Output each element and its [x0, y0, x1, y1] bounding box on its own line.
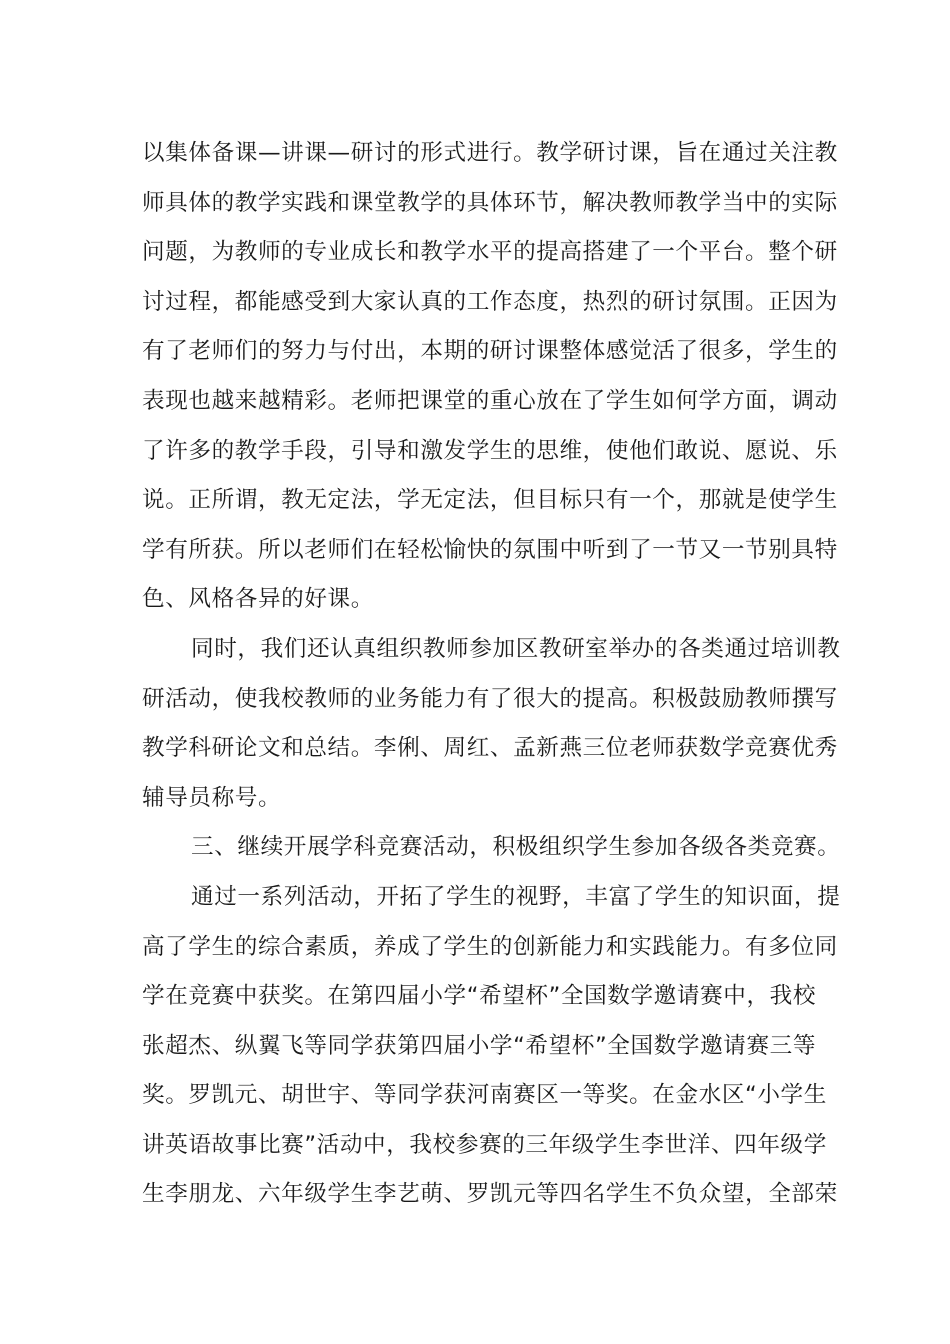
text-line: 以集体备课—讲课—研讨的形式进行。教学研讨课，旨在通过关注教 [142, 140, 838, 166]
text-line: 教学科研论文和总结。李俐、周红、孟新燕三位老师获数学竞赛优秀 [142, 735, 838, 762]
text-line: 表现也越来越精彩。老师把课堂的重心放在了学生如何学方面，调动 [142, 387, 838, 414]
text-line: 师具体的教学实践和课堂教学的具体环节，解决教师教学当中的实际 [142, 189, 838, 216]
text-line: 问题，为教师的专业成长和教学水平的提高搭建了一个平台。整个研 [142, 239, 838, 266]
text-line: 高了学生的综合素质，养成了学生的创新能力和实践能力。有多位同 [142, 933, 838, 960]
text-line: 辅导员称号。 [142, 784, 282, 811]
text-line: 讨过程，都能感受到大家认真的工作态度，热烈的研讨氛围。正因为 [142, 288, 838, 315]
section-heading: 三、继续开展学科竞赛活动，积极组织学生参加各级各类竞赛。 [191, 834, 841, 861]
text-line: 生李朋龙、六年级学生李艺萌、罗凯元等四名学生不负众望，全部荣 [142, 1181, 838, 1208]
text-line: 研活动，使我校教师的业务能力有了很大的提高。积极鼓励教师撰写 [142, 685, 838, 712]
text-line: 说。正所谓，教无定法，学无定法，但目标只有一个，那就是使学生 [142, 487, 838, 514]
text-line: 奖。罗凯元、胡世宇、等同学获河南赛区一等奖。在金水区“小学生 [142, 1082, 827, 1109]
text-line: 学有所获。所以老师们在轻松愉快的氛围中听到了一节又一节别具特 [142, 536, 838, 563]
text-line: 学在竞赛中获奖。在第四届小学“希望杯”全国数学邀请赛中，我校 [142, 983, 817, 1010]
body-text [142, 129, 841, 1220]
text-line: 张超杰、纵翼飞等同学获第四届小学“希望杯”全国数学邀请赛三等 [142, 1032, 817, 1059]
text-line: 色、风格各异的好课。 [142, 586, 374, 613]
text-line: 讲英语故事比赛”活动中，我校参赛的三年级学生李世洋、四年级学 [142, 1131, 827, 1158]
text-line: 有了老师们的努力与付出，本期的研讨课整体感觉活了很多，学生的 [142, 338, 838, 365]
text-line: 了许多的教学手段，引导和激发学生的思维，使他们敢说、愿说、乐 [142, 437, 838, 464]
paragraph-start-line: 通过一系列活动，开拓了学生的视野，丰富了学生的知识面，提 [191, 883, 841, 910]
paragraph-start-line: 同时，我们还认真组织教师参加区教研室举办的各类通过培训教 [191, 635, 841, 662]
